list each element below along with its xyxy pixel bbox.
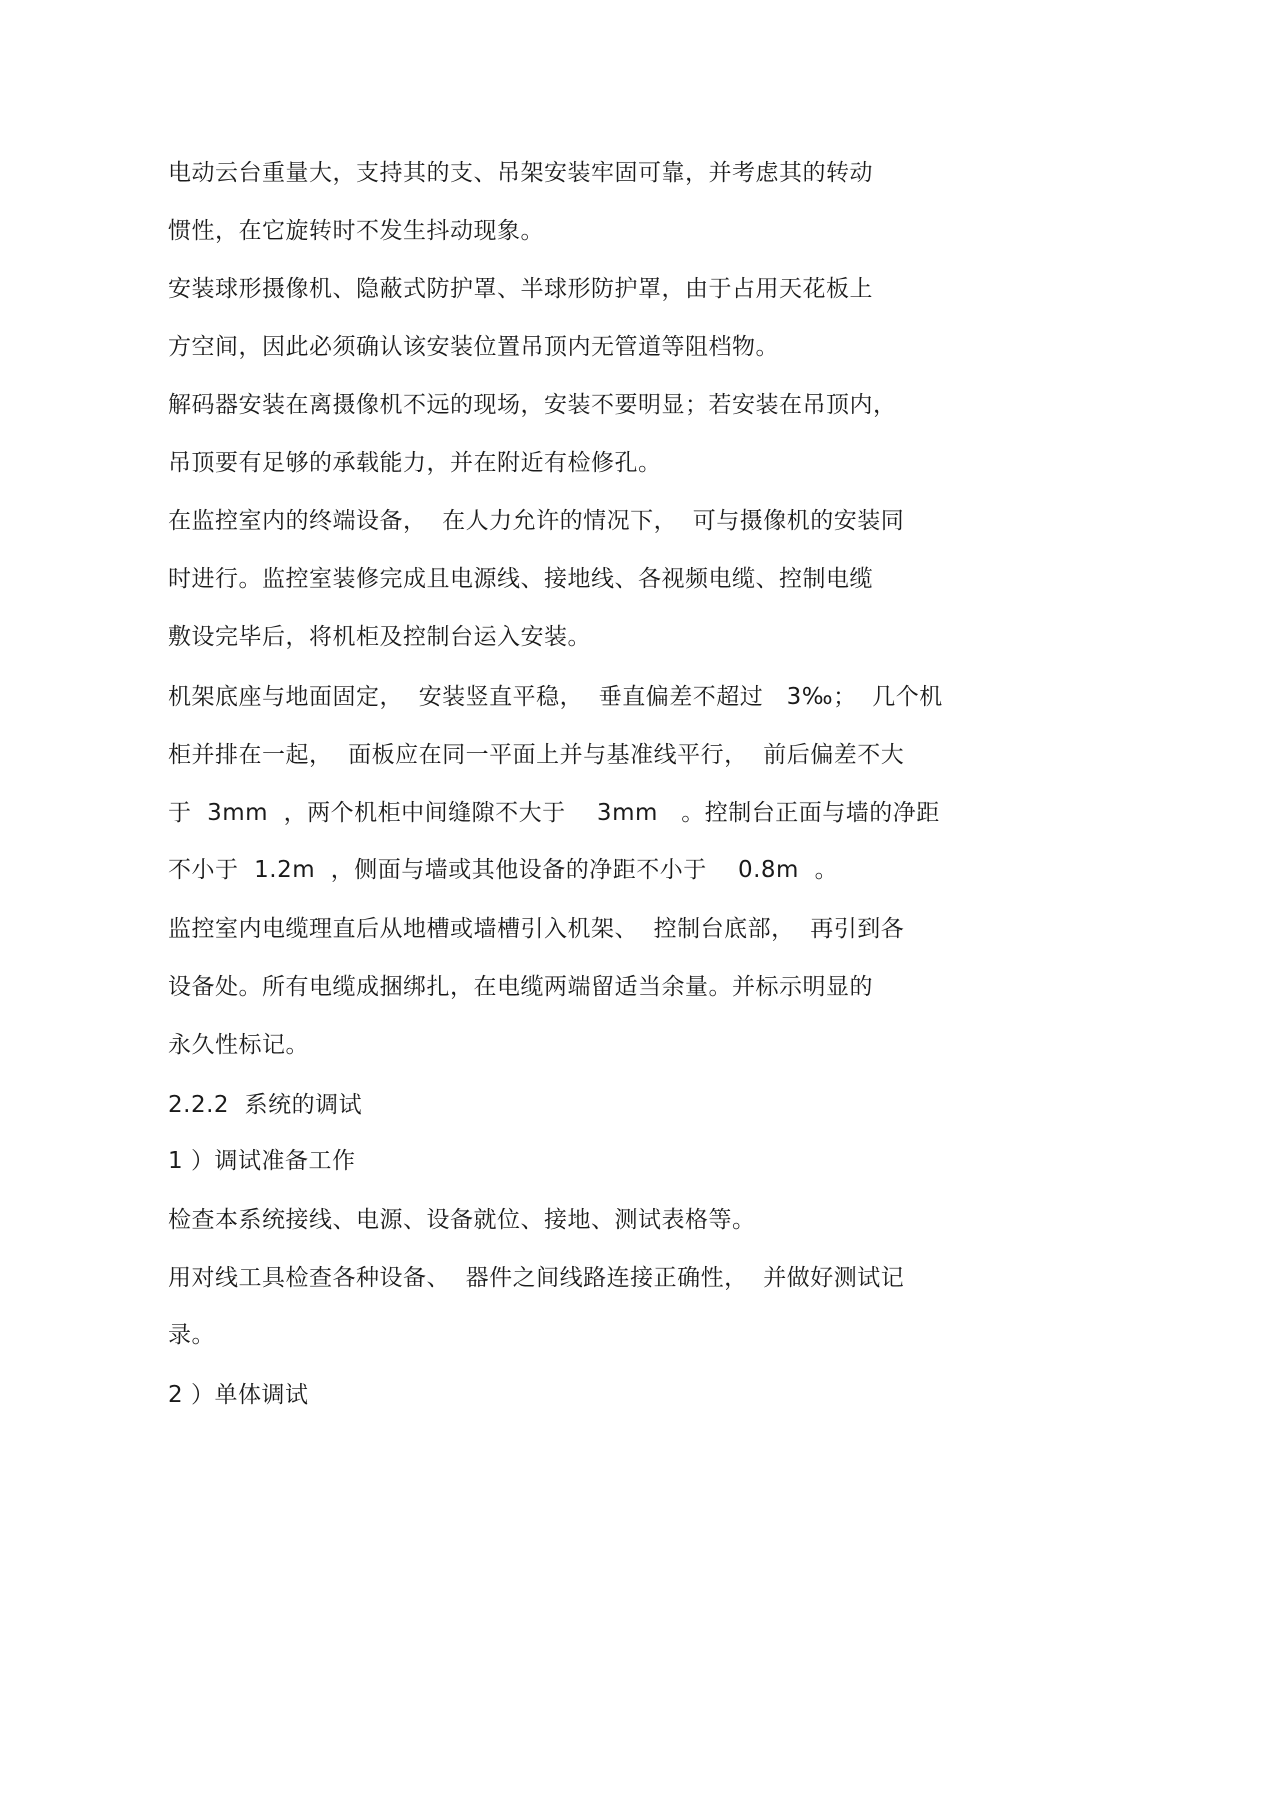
text-line: 惯性，在它旋转时不发生抖动现象。	[168, 218, 544, 244]
text-line: 在监控室内的终端设备， 在人力允许的情况下， 可与摄像机的安装同	[168, 508, 905, 534]
subsection-heading: 1 ）调试准备工作	[168, 1148, 356, 1174]
text-line: 柜并排在一起， 面板应在同一平面上并与基准线平行， 前后偏差不大	[168, 742, 905, 768]
text-line: 用对线工具检查各种设备、 器件之间线路连接正确性， 并做好测试记	[168, 1265, 905, 1291]
text-line: 敷设完毕后，将机柜及控制台运入安装。	[168, 624, 591, 650]
text-line: 设备处。所有电缆成捆绑扎，在电缆两端留适当余量。并标示明显的	[168, 974, 873, 1000]
text-line: 永久性标记。	[168, 1032, 309, 1058]
text-line: 方空间，因此必须确认该安装位置吊顶内无管道等阻档物。	[168, 334, 779, 360]
text-line: 吊顶要有足够的承载能力，并在附近有检修孔。	[168, 450, 662, 476]
text-line: 机架底座与地面固定， 安装竖直平稳， 垂直偏差不超过 3‰； 几个机	[168, 684, 943, 710]
text-line: 检查本系统接线、电源、设备就位、接地、测试表格等。	[168, 1207, 756, 1233]
section-heading: 2.2.2 系统的调试	[168, 1092, 363, 1118]
text-line: 录。	[168, 1322, 215, 1348]
text-line: 时进行。监控室装修完成且电源线、接地线、各视频电缆、控制电缆	[168, 566, 873, 592]
text-line: 于 3mm ，两个机柜中间缝隙不大于 3mm 。控制台正面与墙的净距	[168, 800, 940, 826]
text-line: 安装球形摄像机、隐蔽式防护罩、半球形防护罩，由于占用天花板上	[168, 276, 873, 302]
text-line: 电动云台重量大，支持其的支、吊架安装牢固可靠，并考虑其的转动	[168, 160, 873, 186]
subsection-heading: 2 ）单体调试	[168, 1382, 309, 1408]
text-line: 不小于 1.2m ，侧面与墙或其他设备的净距不小于 0.8m 。	[168, 857, 839, 883]
text-line: 监控室内电缆理直后从地槽或墙槽引入机架、 控制台底部， 再引到各	[168, 916, 905, 942]
text-line: 解码器安装在离摄像机不远的现场，安装不要明显；若安装在吊顶内，	[168, 392, 897, 418]
